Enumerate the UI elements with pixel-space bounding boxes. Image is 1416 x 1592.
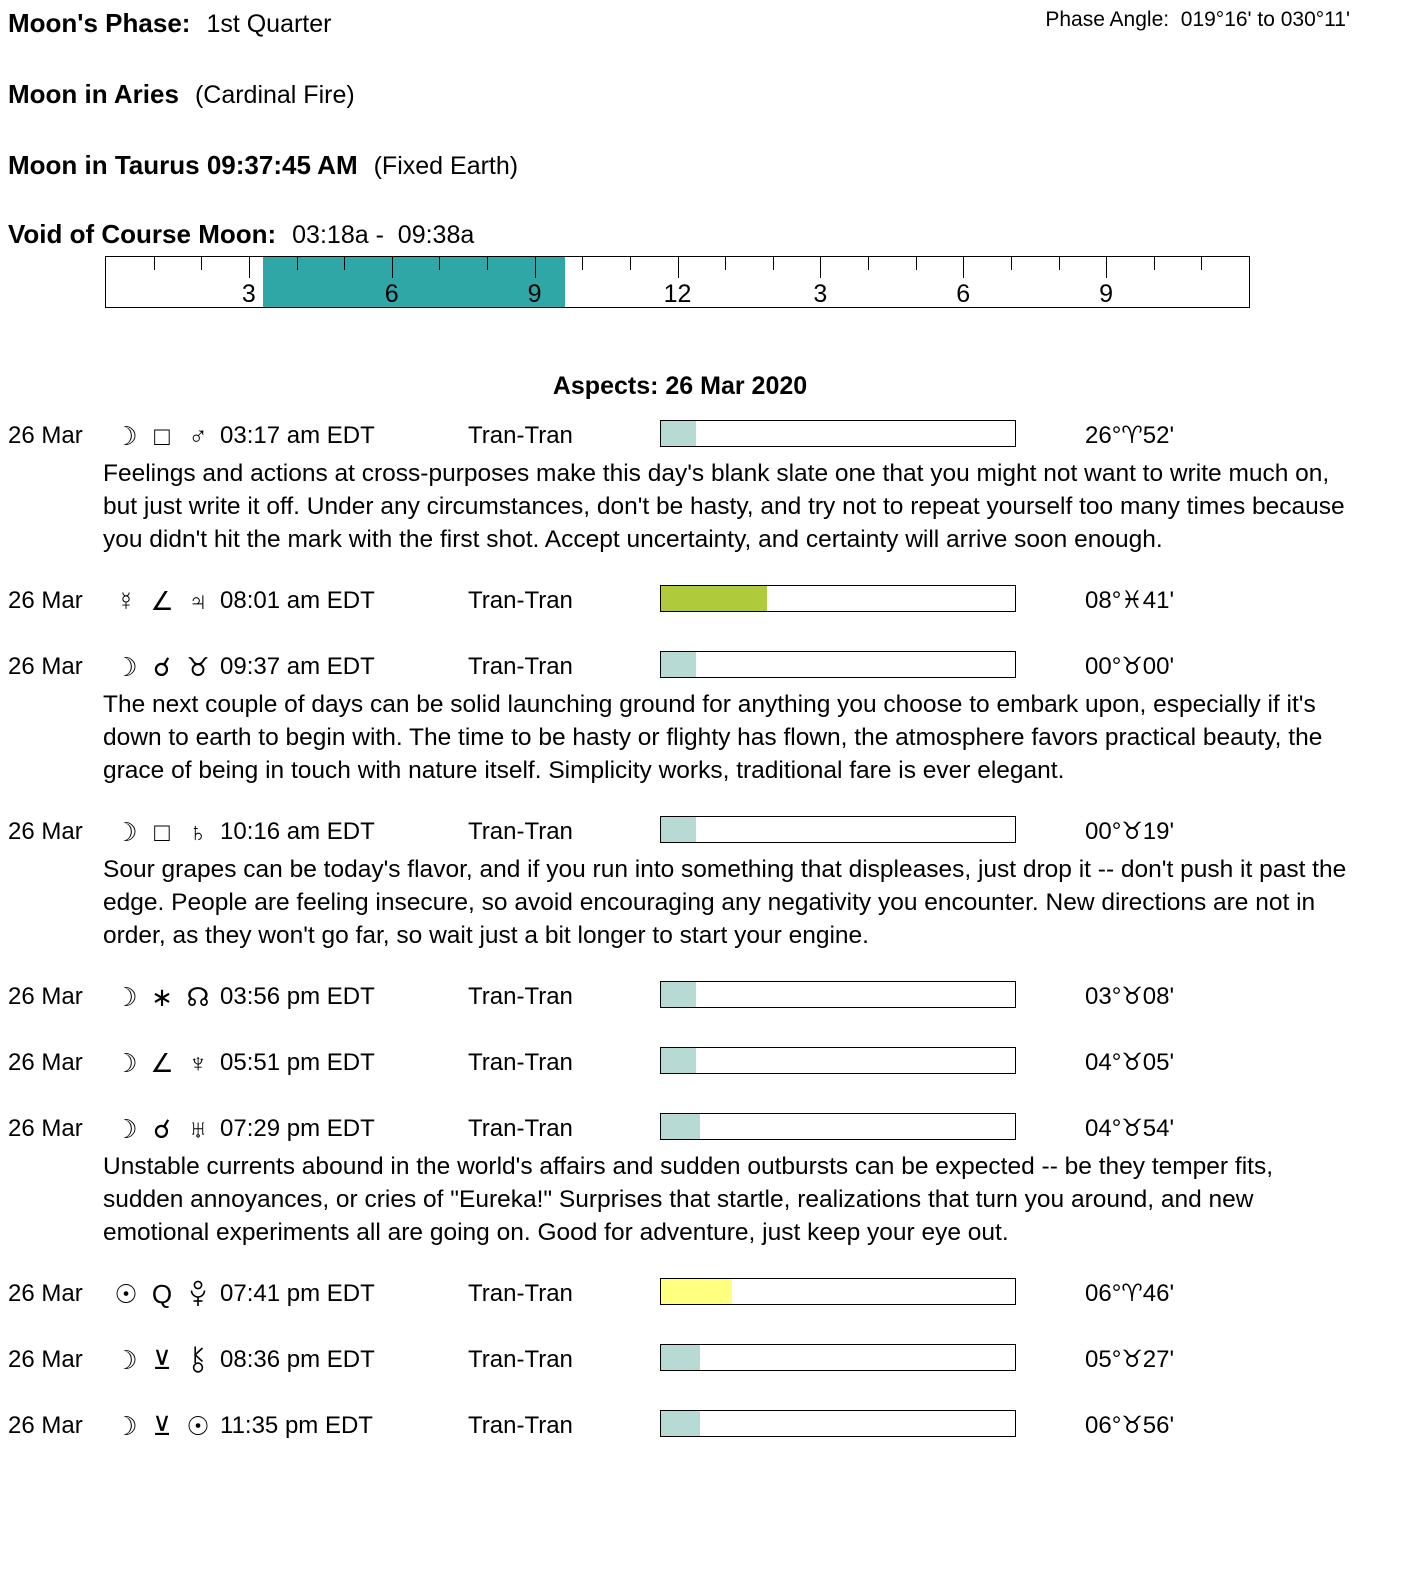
aspect-orb-bar [660, 1278, 1016, 1305]
aspect-interpretation-text: Feelings and actions at cross-purposes make this day's blank slate one that you might not want to write much on, but just write it off. Under any circumstances, don't be hasty, and try not to repeat yourself too many times because you didn't hit the mark with the first shot. Accept uncertainty, and certainty will arrive soon enough. [103, 460, 1345, 553]
voc-timeline-ruler [105, 256, 1250, 308]
aspect-symbols [108, 1048, 220, 1079]
moon-icon: ☽ [114, 421, 138, 451]
moon-sign-aries-label: Moon in Aries [8, 79, 179, 109]
ruler-tick [1059, 257, 1060, 270]
ruler-tick-label: 3 [813, 280, 828, 308]
ruler-tick-label: 6 [956, 280, 971, 308]
aspect-orb-bar-fill [661, 1048, 696, 1073]
ruler-tick [535, 257, 536, 278]
aspect-orb-bar-fill [661, 1411, 700, 1436]
ruler-tick-label: 9 [1099, 280, 1114, 308]
moon-sign-taurus-label: Moon in Taurus 09:37:45 AM [8, 150, 358, 180]
saturn-icon: ♄ [188, 817, 208, 847]
aspect-date: 26 Mar [8, 1049, 83, 1076]
aspect-row-line [0, 1411, 1416, 1441]
aspect-symbols [108, 817, 220, 848]
ruler-tick [868, 257, 869, 270]
ruler-tick [820, 257, 821, 278]
square-icon: □ [154, 421, 170, 451]
aspect-position: 05°♉27' [1085, 1346, 1175, 1373]
ruler-tick [1106, 257, 1107, 278]
moon-sign-taurus-detail: (Fixed Earth) [373, 152, 519, 180]
ruler-tick [154, 257, 155, 270]
ruler-tick [344, 257, 345, 270]
aspect-position: 06°♉56' [1085, 1412, 1175, 1439]
aspect-type: Tran-Tran [468, 1280, 573, 1307]
square-icon: □ [154, 817, 170, 847]
aspect-orb-bar-fill [661, 817, 696, 842]
aspect-position: 04°♉05' [1085, 1049, 1175, 1076]
ruler-tick [201, 257, 202, 270]
aspect-row [0, 1048, 1416, 1078]
aspect-symbols [108, 1114, 220, 1145]
semisquare-icon: ∠ [150, 586, 174, 616]
aspect-time: 07:41 pm EDT [220, 1280, 375, 1307]
aspect-orb-bar-fill [661, 982, 696, 1007]
ruler-tick [1201, 257, 1202, 270]
aspect-time: 08:36 pm EDT [220, 1346, 375, 1373]
ruler-tick [1154, 257, 1155, 270]
aspect-position: 00°♉19' [1085, 818, 1175, 845]
conjunction-icon: ☌ [153, 652, 171, 682]
sun-icon: ☉ [114, 1279, 138, 1309]
moon-phase-line [8, 8, 332, 39]
semisextile-icon: ⊻ [152, 1345, 172, 1375]
chiron-icon [180, 1345, 216, 1376]
neptune-icon: ♆ [188, 1048, 208, 1078]
aspect-time: 05:51 pm EDT [220, 1049, 375, 1076]
moon-icon: ☽ [114, 1345, 138, 1375]
pluto-icon [180, 1279, 216, 1310]
aspect-symbols [108, 421, 220, 452]
north-node-icon: ☊ [186, 982, 210, 1012]
aspect-type: Tran-Tran [468, 1049, 573, 1076]
ruler-tick-label: 6 [384, 280, 399, 308]
aspect-orb-bar [660, 651, 1016, 678]
aspects-title: Aspects: 26 Mar 2020 [552, 372, 808, 400]
aspect-type: Tran-Tran [468, 818, 573, 845]
jupiter-icon: ♃ [188, 586, 208, 616]
aspect-symbols [108, 1345, 220, 1376]
aspect-orb-bar [660, 420, 1016, 447]
aspect-type: Tran-Tran [468, 983, 573, 1010]
ruler-tick-label: 12 [663, 280, 692, 308]
aspect-position: 26°♈52' [1085, 422, 1175, 449]
aspect-type: Tran-Tran [468, 587, 573, 614]
aspect-interpretation-text: The next couple of days can be solid launching ground for anything you choose to embark upon, especially if it's down to earth to begin with. The time to be hasty or flighty has flown, the atmosphere favors practical beauty, the grace of being in touch with nature itself. Simplicity works, traditional fare is ever elegant. [103, 691, 1323, 784]
aspect-row [0, 1345, 1416, 1375]
aspect-time: 11:35 pm EDT [220, 1412, 373, 1439]
aspect-row-line [0, 1345, 1416, 1375]
voc-highlight-region [263, 257, 564, 307]
aspect-symbols [108, 982, 220, 1013]
aspect-position: 06°♈46' [1085, 1280, 1175, 1307]
aspect-orb-bar [660, 585, 1016, 612]
ruler-tick-label: 3 [241, 280, 256, 308]
moon-icon: ☽ [114, 1048, 138, 1078]
voc-line [8, 219, 1416, 250]
aspect-row [0, 652, 1416, 787]
ruler-tick [630, 257, 631, 270]
phase-angle-label: Phase Angle: [1045, 8, 1170, 31]
aspect-symbols [108, 1279, 220, 1310]
aspect-row-line [0, 817, 1416, 847]
ruler-tick [963, 257, 964, 278]
aspect-orb-bar [660, 816, 1016, 843]
moon-icon: ☽ [114, 1411, 138, 1441]
ruler-tick [725, 257, 726, 270]
aspect-position: 03°♉08' [1085, 983, 1175, 1010]
ruler-tick [439, 257, 440, 270]
moon-sign-taurus-line [8, 150, 1416, 181]
aspect-orb-bar-fill [661, 586, 767, 611]
ruler-tick [582, 257, 583, 270]
aspect-row-line [0, 652, 1416, 682]
aspect-row-line [0, 1279, 1416, 1309]
aspect-row [0, 1114, 1416, 1249]
semisextile-icon: ⊻ [152, 1411, 172, 1441]
aspect-position: 00°♉00' [1085, 653, 1175, 680]
moon-icon: ☽ [114, 1114, 138, 1144]
aspect-orb-bar-fill [661, 1114, 700, 1139]
aspect-interpretation-text: Unstable currents abound in the world's affairs and sudden outbursts can be expected -- be they temper fits, sudden annoyances, or cries of "Eureka!" Surprises that startle, realizations that turn you around, and new emotional experiments all are going on. Good for adventure, just keep your eye out. [103, 1153, 1274, 1246]
aspect-time: 09:37 am EDT [220, 653, 375, 680]
mars-icon: ♂ [188, 421, 208, 451]
aspect-row [0, 1411, 1416, 1441]
aspect-orb-bar [660, 1113, 1016, 1140]
quintile-icon: Q [151, 1279, 173, 1309]
aspect-time: 07:29 pm EDT [220, 1115, 375, 1142]
aspect-symbols [108, 1411, 220, 1442]
conjunction-icon: ☌ [153, 1114, 171, 1144]
aspect-date: 26 Mar [8, 983, 83, 1010]
moon-phase-value: 1st Quarter [206, 10, 332, 38]
aspect-date: 26 Mar [8, 587, 83, 614]
aspect-row [0, 421, 1416, 556]
ruler-tick [773, 257, 774, 270]
aspect-type: Tran-Tran [468, 1412, 573, 1439]
taurus-icon: ♉ [186, 652, 210, 682]
aspect-row-line [0, 1048, 1416, 1078]
semisquare-icon: ∠ [150, 1048, 174, 1078]
ruler-tick [487, 257, 488, 270]
ruler-tick [249, 257, 250, 278]
aspect-time: 08:01 am EDT [220, 587, 375, 614]
aspect-type: Tran-Tran [468, 1346, 573, 1373]
aspect-time: 10:16 am EDT [220, 818, 375, 845]
aspect-date: 26 Mar [8, 1412, 83, 1439]
moon-icon: ☽ [114, 652, 138, 682]
uranus-icon: ♅ [188, 1114, 208, 1144]
aspect-time: 03:56 pm EDT [220, 983, 375, 1010]
aspect-type: Tran-Tran [468, 1115, 573, 1142]
aspect-date: 26 Mar [8, 1115, 83, 1142]
aspect-orb-bar [660, 981, 1016, 1008]
aspect-symbols [108, 652, 220, 683]
aspect-symbols [108, 586, 220, 617]
sun-icon: ☉ [186, 1411, 210, 1441]
aspect-orb-bar [660, 1047, 1016, 1074]
sextile-icon: ∗ [151, 982, 173, 1012]
aspect-row [0, 586, 1416, 616]
voc-label: Void of Course Moon: [8, 219, 277, 249]
moon-sign-aries-line [8, 79, 1416, 110]
aspect-row [0, 1279, 1416, 1309]
aspect-date: 26 Mar [8, 1280, 83, 1307]
aspect-type: Tran-Tran [468, 422, 573, 449]
aspect-row-line [0, 586, 1416, 616]
moon-icon: ☽ [114, 982, 138, 1012]
aspect-orb-bar-fill [661, 1345, 700, 1370]
aspect-position: 08°♓41' [1085, 587, 1175, 614]
aspect-row [0, 817, 1416, 952]
aspect-row [0, 982, 1416, 1012]
aspect-row-line [0, 1114, 1416, 1144]
aspect-interpretation-text: Sour grapes can be today's flavor, and if you run into something that displeases, just drop it -- don't push it past the edge. People are feeling insecure, so avoid encouraging any negativity you encounter. New directions are not in order, as they won't go far, so wait just a bit longer to start your engine. [103, 856, 1347, 949]
aspect-orb-bar-fill [661, 1279, 732, 1304]
aspect-date: 26 Mar [8, 653, 83, 680]
voc-value: 03:18a - 09:38a [292, 221, 475, 249]
phase-angle-value: 019°16' to 030°11' [1180, 8, 1350, 31]
moon-icon: ☽ [114, 817, 138, 847]
moon-sign-aries-detail: (Cardinal Fire) [194, 81, 355, 109]
aspect-orb-bar-fill [661, 652, 696, 677]
ruler-tick [916, 257, 917, 270]
aspect-orb-bar [660, 1344, 1016, 1371]
aspect-type: Tran-Tran [468, 653, 573, 680]
aspect-list [0, 421, 1416, 1441]
aspect-date: 26 Mar [8, 422, 83, 449]
aspect-row-line [0, 421, 1416, 451]
ruler-tick [678, 257, 679, 278]
header-top-row [0, 0, 1416, 39]
aspect-date: 26 Mar [8, 818, 83, 845]
ruler-tick [297, 257, 298, 270]
aspect-time: 03:17 am EDT [220, 422, 375, 449]
aspect-row-line [0, 982, 1416, 1012]
ruler-tick-label: 9 [527, 280, 542, 308]
mercury-icon: ☿ [116, 586, 136, 616]
ruler-tick [392, 257, 393, 278]
aspect-orb-bar-fill [661, 421, 696, 446]
moon-phase-label: Moon's Phase: [8, 8, 191, 38]
ruler-tick [1011, 257, 1012, 270]
phase-angle-line [1045, 8, 1350, 32]
aspect-orb-bar [660, 1410, 1016, 1437]
aspect-position: 04°♉54' [1085, 1115, 1175, 1142]
aspect-date: 26 Mar [8, 1346, 83, 1373]
